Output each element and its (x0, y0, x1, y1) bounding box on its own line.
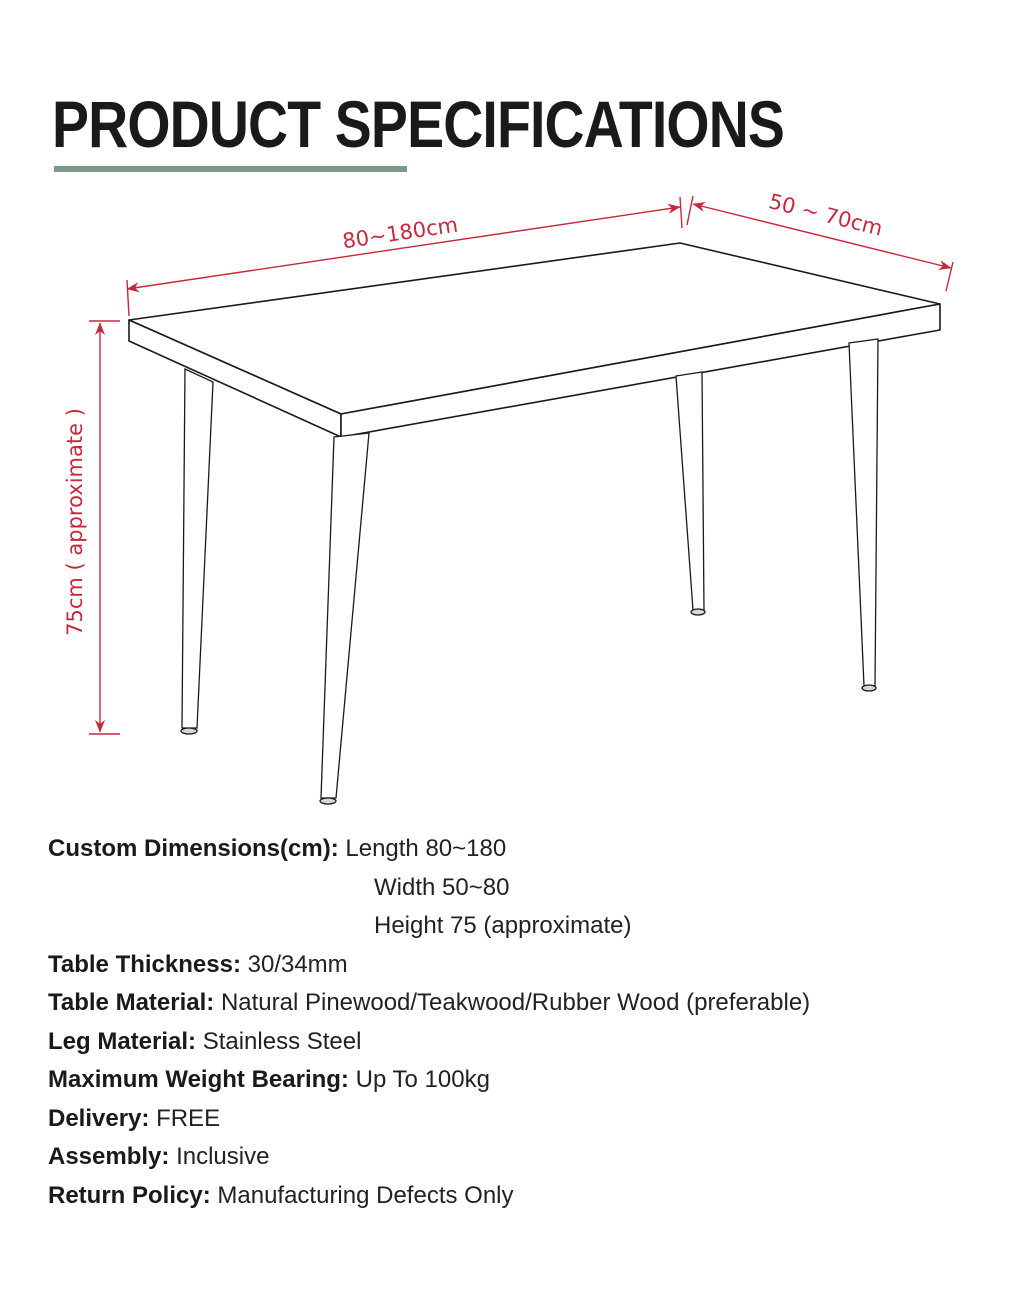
table-top (129, 243, 940, 437)
spec-custom-dimensions-width (48, 869, 1008, 908)
height-label: 75cm ( approximate ) (63, 408, 87, 636)
leg-right (849, 339, 878, 686)
length-label: 80~180cm (340, 212, 460, 254)
table-diagram (0, 180, 1024, 820)
spec-label: Table Material: (48, 989, 215, 1016)
spec-leg-material (48, 1023, 1008, 1062)
spec-value: Height 75 (approximate) (374, 912, 632, 939)
spec-label: Table Thickness: (48, 950, 241, 978)
spec-assembly (48, 1138, 1008, 1177)
spec-label: Delivery: (48, 1104, 150, 1132)
title-underline (54, 166, 407, 172)
leg-back-right (676, 372, 704, 610)
spec-label: Maximum Weight Bearing: (48, 1066, 349, 1093)
spec-value: Length 80~180 (345, 835, 507, 862)
page-title: PRODUCT SPECIFICATIONS (52, 87, 785, 161)
spec-value: Stainless Steel (202, 1027, 362, 1055)
spec-custom-dimensions (48, 830, 1008, 869)
spec-delivery (48, 1100, 1008, 1139)
spec-label: Custom Dimensions(cm): (48, 835, 339, 862)
height-dimension (89, 321, 120, 734)
spec-value: Manufacturing Defects Only (217, 1181, 514, 1209)
leg-front (321, 433, 369, 798)
spec-value: 30/34mm (247, 950, 348, 978)
spec-label: Return Policy: (48, 1181, 211, 1209)
spec-list (48, 830, 1008, 1215)
spec-value: Natural Pinewood/Teakwood/Rubber Wood (preferable) (220, 989, 811, 1016)
spec-value: Width 50~80 (374, 873, 510, 901)
spec-table-thickness (48, 946, 1008, 985)
spec-value: Inclusive (176, 1143, 270, 1170)
width-label: 50 ~ 70cm (766, 189, 886, 241)
spec-label: Leg Material: (48, 1027, 197, 1055)
leg-back-left (182, 369, 213, 728)
spec-custom-dimensions-height (48, 907, 1008, 946)
spec-table-material (48, 984, 1008, 1023)
spec-value: FREE (156, 1104, 221, 1132)
spec-max-weight (48, 1061, 1008, 1100)
spec-value: Up To 100kg (355, 1066, 490, 1093)
spec-return-policy (48, 1177, 1008, 1216)
spec-label: Assembly: (48, 1143, 170, 1170)
